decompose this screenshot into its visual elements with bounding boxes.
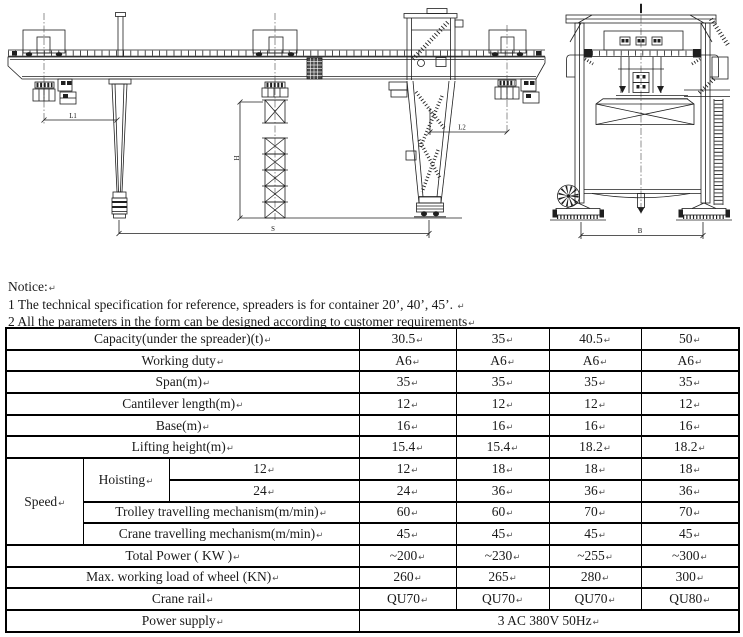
notice-title: Notice:↵ — [8, 279, 56, 294]
front-view-drawing — [8, 9, 545, 239]
spec-value-cell: 18↵ — [641, 458, 739, 480]
table-row — [6, 393, 739, 415]
spec-label-cell: 24↵ — [169, 480, 359, 502]
table-row — [6, 567, 739, 589]
paragraph-mark: ↵ — [457, 300, 465, 311]
spec-label-cell: Cantilever length(m)↵ — [6, 393, 359, 415]
spec-label-cell: 12↵ — [169, 458, 359, 480]
dimension-label-l1: L1 — [69, 112, 77, 120]
cab-block — [307, 58, 322, 79]
spec-value-cell: 260↵ — [359, 567, 456, 589]
container-end-view — [596, 99, 694, 125]
spec-label-cell: Total Power ( KW )↵ — [6, 545, 359, 567]
table-row — [6, 350, 739, 372]
spreader-right — [495, 80, 519, 99]
bogie-left — [550, 203, 606, 220]
spec-value-cell: 15.4↵ — [456, 436, 549, 458]
table-row — [6, 588, 739, 610]
spec-label-cell: Crane rail↵ — [6, 588, 359, 610]
spec-value-cell: ~255↵ — [549, 545, 641, 567]
spec-merged-value-cell: 3 AC 380V 50Hz↵ — [359, 610, 739, 632]
spec-label-cell: Span(m)↵ — [6, 371, 359, 393]
spec-value-cell: 35↵ — [359, 371, 456, 393]
spec-value-cell: 45↵ — [359, 523, 456, 545]
spec-value-cell: 36↵ — [456, 480, 549, 502]
notice-line-1: 1 The technical specification for reference, spreaders is for container 20’, 40’, 45’. ↵ — [8, 296, 465, 312]
spec-value-cell: ~300↵ — [641, 545, 739, 567]
spec-label-cell: Working duty↵ — [6, 350, 359, 372]
spec-value-cell: 45↵ — [549, 523, 641, 545]
table-row — [6, 415, 739, 437]
spec-value-cell: A6↵ — [456, 350, 549, 372]
a-frame-tower — [404, 9, 463, 81]
spreader-left — [33, 82, 55, 101]
spec-value-cell: 16↵ — [456, 415, 549, 437]
spec-value-cell: A6↵ — [549, 350, 641, 372]
spec-value-cell: QU70↵ — [549, 588, 641, 610]
spec-value-cell: QU80↵ — [641, 588, 739, 610]
spec-value-cell: 35↵ — [456, 328, 549, 350]
spec-value-cell: 15.4↵ — [359, 436, 456, 458]
table-row — [6, 502, 739, 524]
table-row — [6, 545, 739, 567]
spec-value-cell: 12↵ — [359, 393, 456, 415]
table-row — [6, 523, 739, 545]
spec-value-cell: 16↵ — [549, 415, 641, 437]
spec-value-cell: 60↵ — [359, 502, 456, 524]
table-row — [6, 458, 739, 480]
spec-value-cell: 70↵ — [549, 502, 641, 524]
spec-subgroup-cell: Hoisting↵ — [83, 458, 169, 501]
bogie-right — [676, 203, 732, 220]
crane-technical-drawing — [0, 0, 743, 280]
spec-value-cell: 35↵ — [456, 371, 549, 393]
spec-value-cell: 12↵ — [359, 458, 456, 480]
paragraph-mark: ↵ — [48, 283, 56, 293]
spec-value-cell: 12↵ — [641, 393, 739, 415]
spec-label-cell: Max. working load of wheel (KN)↵ — [6, 567, 359, 589]
spec-value-cell: 24↵ — [359, 480, 456, 502]
spec-value-cell: 16↵ — [359, 415, 456, 437]
spec-value-cell: QU70↵ — [456, 588, 549, 610]
table-row — [6, 371, 739, 393]
trolley-end-view — [604, 31, 683, 50]
spec-value-cell: ~230↵ — [456, 545, 549, 567]
spec-label-cell: Trolley travelling mechanism(m/min)↵ — [83, 502, 359, 524]
spec-value-cell: 30.5↵ — [359, 328, 456, 350]
spec-value-cell: 280↵ — [549, 567, 641, 589]
spec-value-cell: 50↵ — [641, 328, 739, 350]
spec-value-cell: 16↵ — [641, 415, 739, 437]
spec-value-cell: A6↵ — [641, 350, 739, 372]
trolley-right — [489, 30, 526, 57]
spec-label-cell: Capacity(under the spreader)(t)↵ — [6, 328, 359, 350]
dimension-s — [117, 220, 432, 238]
dimension-h — [234, 100, 263, 221]
spec-value-cell: ~200↵ — [359, 545, 456, 567]
spec-table — [5, 327, 740, 633]
dimension-label-l2: L2 — [458, 124, 466, 132]
spec-value-cell: 40.5↵ — [549, 328, 641, 350]
spec-label-cell: Lifting height(m)↵ — [6, 436, 359, 458]
dimension-label-b: B — [637, 228, 643, 235]
spec-value-cell: A6↵ — [359, 350, 456, 372]
table-row — [6, 328, 739, 350]
spec-value-cell: 18↵ — [456, 458, 549, 480]
paragraph-mark: ↵ — [468, 318, 476, 329]
spec-value-cell: 45↵ — [641, 523, 739, 545]
spec-value-cell: 60↵ — [456, 502, 549, 524]
spec-value-cell: 45↵ — [456, 523, 549, 545]
side-view-drawing — [550, 3, 732, 239]
spec-value-cell: 36↵ — [641, 480, 739, 502]
spec-value-cell: 35↵ — [641, 371, 739, 393]
dimension-l2 — [428, 108, 510, 135]
spec-value-cell: 70↵ — [641, 502, 739, 524]
dimension-l1 — [42, 113, 120, 123]
spec-value-cell: 12↵ — [549, 393, 641, 415]
spec-value-cell: 12↵ — [456, 393, 549, 415]
a-frame-legs — [389, 81, 455, 217]
spec-value-cell: 18↵ — [549, 458, 641, 480]
spec-group-cell: Speed↵ — [6, 458, 83, 545]
notice-section — [8, 279, 475, 332]
dimension-label-s: S — [271, 226, 275, 233]
spec-label-cell: Base(m)↵ — [6, 415, 359, 437]
dimension-label-h: H — [234, 155, 241, 161]
spec-value-cell: QU70↵ — [359, 588, 456, 610]
left-leg — [109, 79, 131, 218]
spec-value-cell: 36↵ — [549, 480, 641, 502]
table-row — [6, 610, 739, 632]
spec-label-cell: Crane travelling mechanism(m/min)↵ — [83, 523, 359, 545]
spec-value-cell: 35↵ — [549, 371, 641, 393]
spec-label-cell: Power supply↵ — [6, 610, 359, 632]
notice-line-2: 2 All the parameters in the form can be designed according to customer requirements↵ — [8, 314, 476, 330]
spec-value-cell: 18.2↵ — [641, 436, 739, 458]
dimension-b — [579, 222, 706, 239]
ladder — [714, 99, 723, 205]
table-row — [6, 436, 739, 458]
spec-value-cell: 265↵ — [456, 567, 549, 589]
spec-value-cell: 18.2↵ — [549, 436, 641, 458]
spec-value-cell: 300↵ — [641, 567, 739, 589]
